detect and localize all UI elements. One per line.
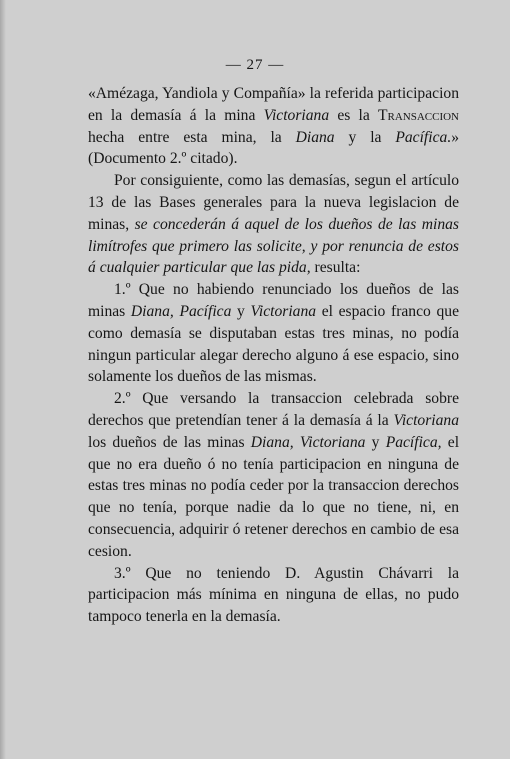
paragraph-point-1 [88, 279, 459, 388]
italic-text: Diana, Victoriana [250, 433, 366, 451]
text-run: 3.º Que no teniendo D. Agustin Chávarri la participacion más mínima en ninguna de ellas, no pudo tampoco tenerla en la demasía. [88, 564, 459, 626]
text-run: 2.º Que versando la transaccion celebrada sobre derechos que pretendían tener á la demasía á la [88, 390, 459, 429]
smallcaps-text: Transaccion [377, 106, 459, 124]
text-run: Por consiguiente, como las demasías, segun el artículo 13 de las Bases generales para la nueva legislacion de minas, [88, 172, 459, 233]
italic-text: Diana, Pacífica [130, 302, 232, 320]
text-run: los dueños de las minas [88, 433, 251, 451]
paragraph-point-3 [88, 563, 459, 628]
text-run: hecha entre esta mina, la [88, 128, 296, 146]
page-number: — 27 — [225, 57, 285, 73]
italic-text: Diana [295, 128, 335, 146]
italic-text: se concederán á aquel de los dueños de las minas limítrofes que primero las solicite, y por renuncia de estos á cualquier particular que las pida, [88, 215, 459, 277]
italic-text: Pacífica. [395, 128, 452, 146]
paragraph-continuation [88, 83, 459, 170]
text-run: «Amézaga, Yandiola y Compañía» la referida participacion en la demasía á la mina [88, 85, 459, 124]
text-run: » (Documento 2.º citado). [88, 128, 460, 168]
text-run: resulta: [310, 259, 361, 277]
text-run: y [365, 433, 386, 451]
text-run: el que no era dueño ó no tenía participacion en ninguna de estas tres minas no podía ceder por la transaccion derechos que no tenía, porque nadie da lo que no tiene, ni, en consecuencia, adquirir ó retener derechos en cambio de esa cesion. [88, 433, 460, 560]
paragraph-consequence [88, 170, 459, 279]
italic-text: Victoriana [393, 411, 459, 429]
text-run: es la [329, 106, 378, 124]
page-body [88, 83, 459, 628]
text-run: y [231, 302, 251, 320]
italic-text: Victoriana [263, 106, 330, 124]
italic-text: Victoriana [250, 302, 317, 320]
text-run: y la [334, 128, 396, 146]
italic-text: Pacífica, [385, 433, 442, 451]
text-run: 1.º Que no habiendo renunciado los dueños de las minas [88, 281, 459, 320]
text-run: el espacio franco que como demasía se disputaban estas tres minas, no podía ningun particular alegar derecho alguno á ese espacio, sino solamente los dueños de las mismas. [88, 302, 459, 386]
paragraph-point-2 [88, 388, 459, 562]
